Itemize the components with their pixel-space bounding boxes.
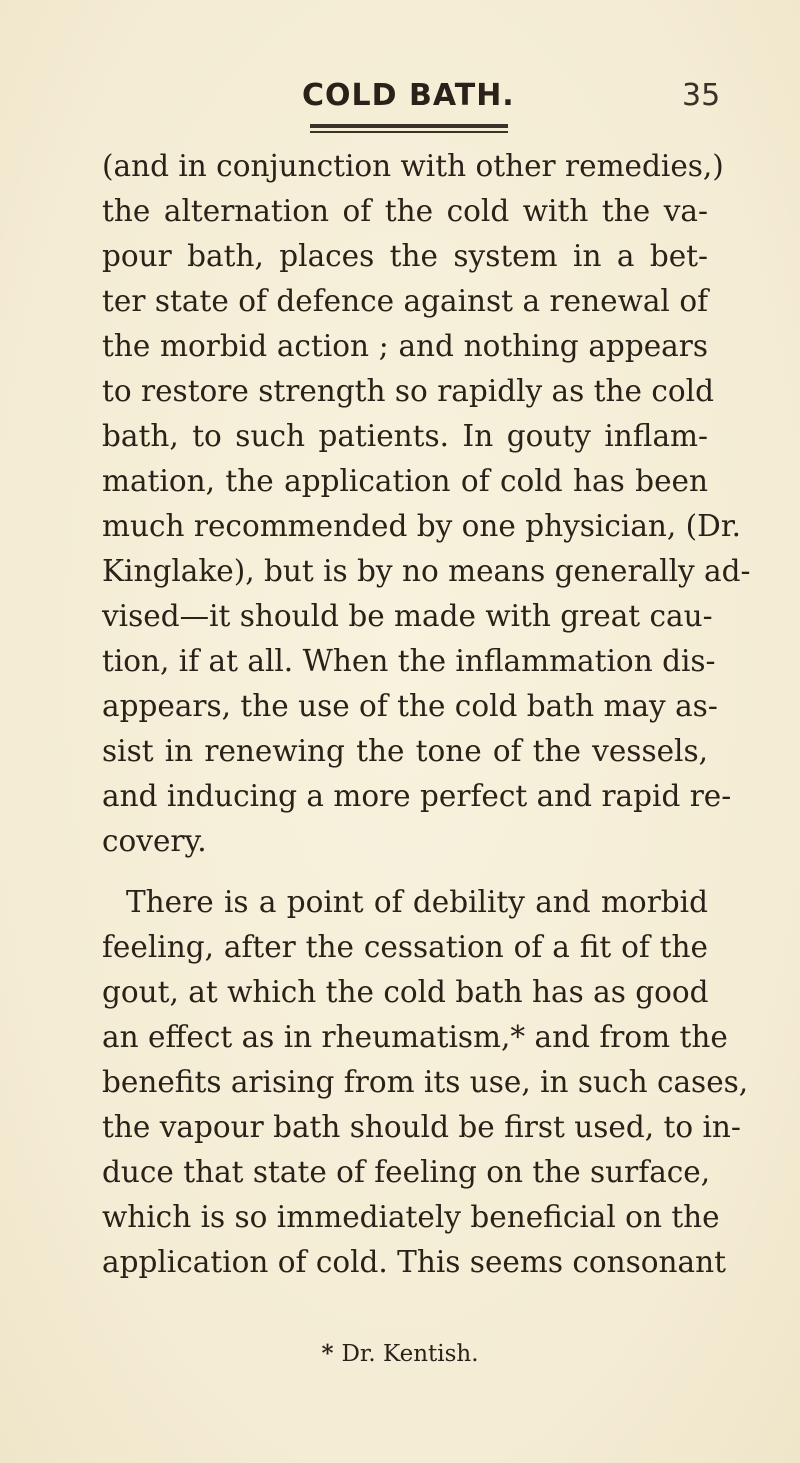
text-line: an effect as in rheumatism,* and from the xyxy=(102,1020,728,1054)
text-line: mation, the application of cold has been xyxy=(102,464,708,498)
text-line: which is so immediately beneficial on the xyxy=(102,1200,720,1234)
text-line: Kinglake), but is by no means generally ad- xyxy=(102,554,751,588)
text-line: vised—it should be made with great cau- xyxy=(102,599,713,633)
text-line: duce that state of feeling on the surface, xyxy=(102,1155,711,1189)
running-title: COLD BATH. xyxy=(302,78,515,113)
page-number: 35 xyxy=(682,78,721,113)
text-line: to restore strength so rapidly as the cold xyxy=(102,374,714,408)
text-line: appears, the use of the cold bath may as- xyxy=(102,689,718,723)
footnote xyxy=(0,1340,800,1367)
text-line: benefits arising from its use, in such cases, xyxy=(102,1065,749,1099)
text-line: and inducing a more perfect and rapid re- xyxy=(102,779,732,813)
text-line: There is a point of debility and morbid xyxy=(126,885,708,919)
text-line: covery. xyxy=(102,824,207,858)
text-line: the morbid action ; and nothing appears xyxy=(102,329,708,363)
text-line: the alternation of the cold with the va- xyxy=(102,194,708,228)
header-rule-thick xyxy=(310,124,508,128)
text-line: sist in renewing the tone of the vessels, xyxy=(102,734,708,768)
text-line: gout, at which the cold bath has as good xyxy=(102,975,709,1009)
paragraph-1 xyxy=(102,144,751,864)
body-text xyxy=(102,144,751,1285)
text-line: much recommended by one physician, (Dr. xyxy=(102,509,742,543)
text-line: the vapour bath should be first used, to in- xyxy=(102,1110,741,1144)
text-line: ter state of defence against a renewal of xyxy=(102,284,708,318)
text-line: bath, to such patients. In gouty inflam- xyxy=(102,419,708,453)
text-line: pour bath, places the system in a bet- xyxy=(102,239,708,273)
header-rule-thin xyxy=(310,131,508,133)
text-line: application of cold. This seems consonant xyxy=(102,1245,726,1279)
footnote-marker: * xyxy=(321,1340,334,1367)
text-line: feeling, after the cessation of a fit of the xyxy=(102,930,708,964)
running-head xyxy=(0,78,800,118)
text-line: tion, if at all. When the inflammation dis- xyxy=(102,644,716,678)
footnote-text: Dr. Kentish. xyxy=(341,1341,479,1367)
text-line: (and in conjunction with other remedies,) xyxy=(102,149,724,183)
paragraph-2 xyxy=(102,880,749,1285)
